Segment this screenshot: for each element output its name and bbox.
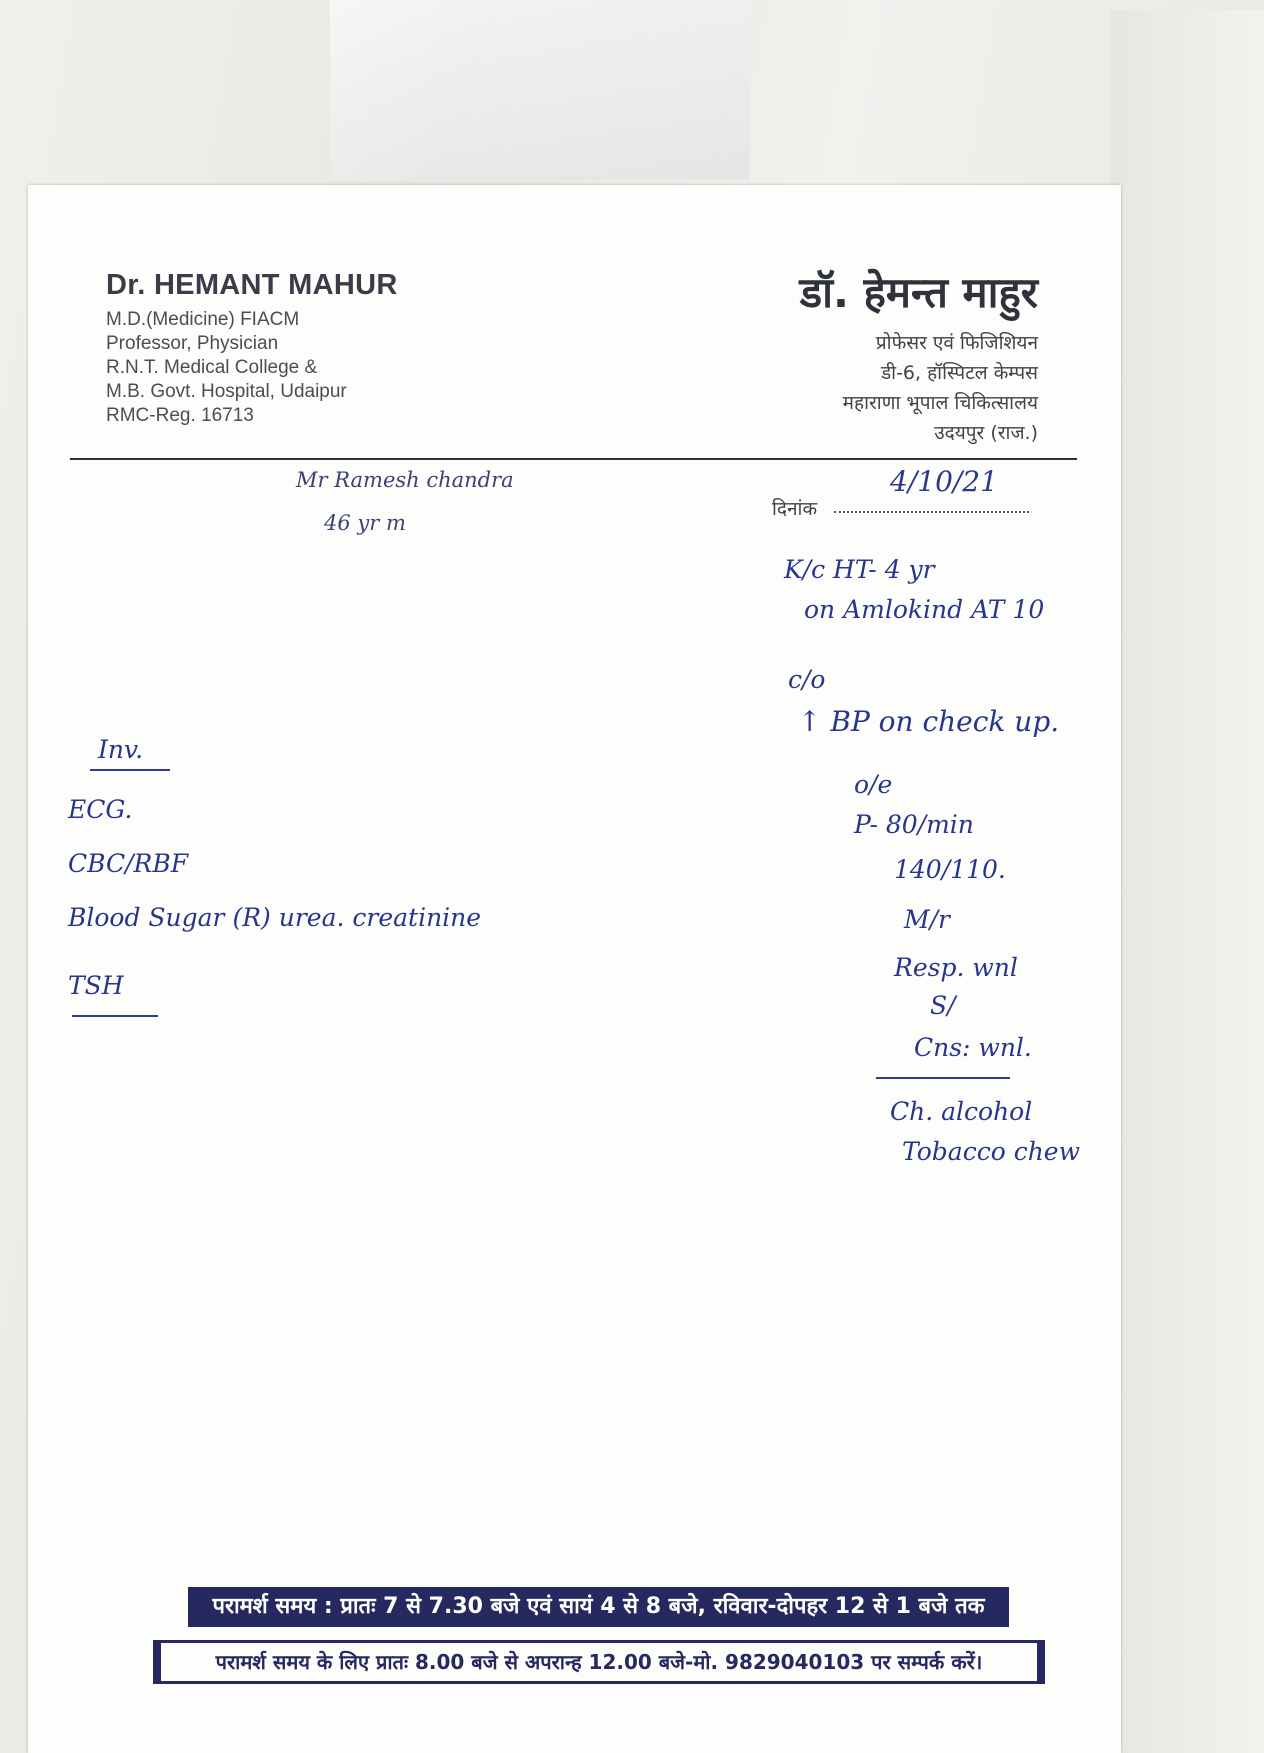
exam-line: P- 80/min xyxy=(854,810,974,839)
registration-number: RMC-Reg. 16713 xyxy=(106,405,254,426)
plastic-sleeve xyxy=(330,0,750,180)
doctor-name-english: Dr. HEMANT MAHUR xyxy=(106,269,398,301)
patient-name: Mr Ramesh chandra xyxy=(296,468,514,492)
back-sheet xyxy=(1110,10,1264,1753)
exam-line: o/e xyxy=(854,770,893,799)
history-line: ↑ BP on check up. xyxy=(798,705,1060,738)
address-line-1-hindi: डी-6, हॉस्पिटल केम्पस xyxy=(880,362,1038,384)
appointment-info-box xyxy=(153,1640,1045,1684)
habit-line: Tobacco chew xyxy=(902,1137,1080,1166)
advice-item: TSH xyxy=(68,971,124,1000)
history-line: K/c HT- 4 yr xyxy=(784,555,935,584)
exam-line: M/r xyxy=(904,905,950,934)
patient-age-sex: 46 yr m xyxy=(324,511,406,535)
advice-item: Blood Sugar (R) urea. creatinine xyxy=(68,903,482,932)
hospital: M.B. Govt. Hospital, Udaipur xyxy=(106,381,347,402)
advice-end-line xyxy=(72,1015,158,1017)
box-left-edge xyxy=(156,1643,161,1681)
exam-line: Resp. wnl xyxy=(894,953,1018,982)
exam-line: Cns: wnl. xyxy=(914,1033,1032,1062)
consultation-timings-banner: परामर्श समय : प्रातः 7 से 7.30 बजे एवं सायं 4 से 8 बजे, रविवार-दोपहर 12 से 1 बजे तक xyxy=(188,1587,1009,1627)
advice-heading: Inv. xyxy=(98,735,144,764)
prescription-pad xyxy=(28,185,1121,1753)
designation-hindi: प्रोफेसर एवं फिजिशियन xyxy=(875,332,1038,354)
designation: Professor, Physician xyxy=(106,333,279,354)
exam-line: S/ xyxy=(930,991,956,1020)
exam-line: 140/110. xyxy=(894,855,1006,884)
header-divider xyxy=(70,458,1077,460)
history-line: on Amlokind AT 10 xyxy=(804,595,1045,624)
advice-item: ECG. xyxy=(68,795,133,824)
appointment-info-text: परामर्श समय के लिए प्रातः 8.00 बजे से अपरान्ह 12.00 बजे-मो. 9829040103 पर सम्पर्क करें। xyxy=(215,1650,983,1674)
doctor-name-hindi: डॉ. हेमन्त माहुर xyxy=(799,268,1038,317)
habits-divider xyxy=(876,1077,1010,1079)
box-right-edge xyxy=(1037,1643,1042,1681)
advice-item: CBC/RBF xyxy=(68,849,189,878)
qualification: M.D.(Medicine) FIACM xyxy=(106,309,300,330)
date-label: दिनांक xyxy=(772,498,818,520)
date-value: 4/10/21 xyxy=(890,465,998,498)
doctor-header-english xyxy=(106,269,398,428)
institution: R.N.T. Medical College & xyxy=(106,357,318,378)
city-hindi: उदयपुर (राज.) xyxy=(934,422,1038,444)
advice-heading-underline xyxy=(90,769,170,771)
address-line-2-hindi: महाराणा भूपाल चिकित्सालय xyxy=(842,392,1038,414)
history-line: c/o xyxy=(788,665,826,694)
habit-line: Ch. alcohol xyxy=(890,1097,1033,1126)
doctor-header-hindi xyxy=(800,263,1038,448)
